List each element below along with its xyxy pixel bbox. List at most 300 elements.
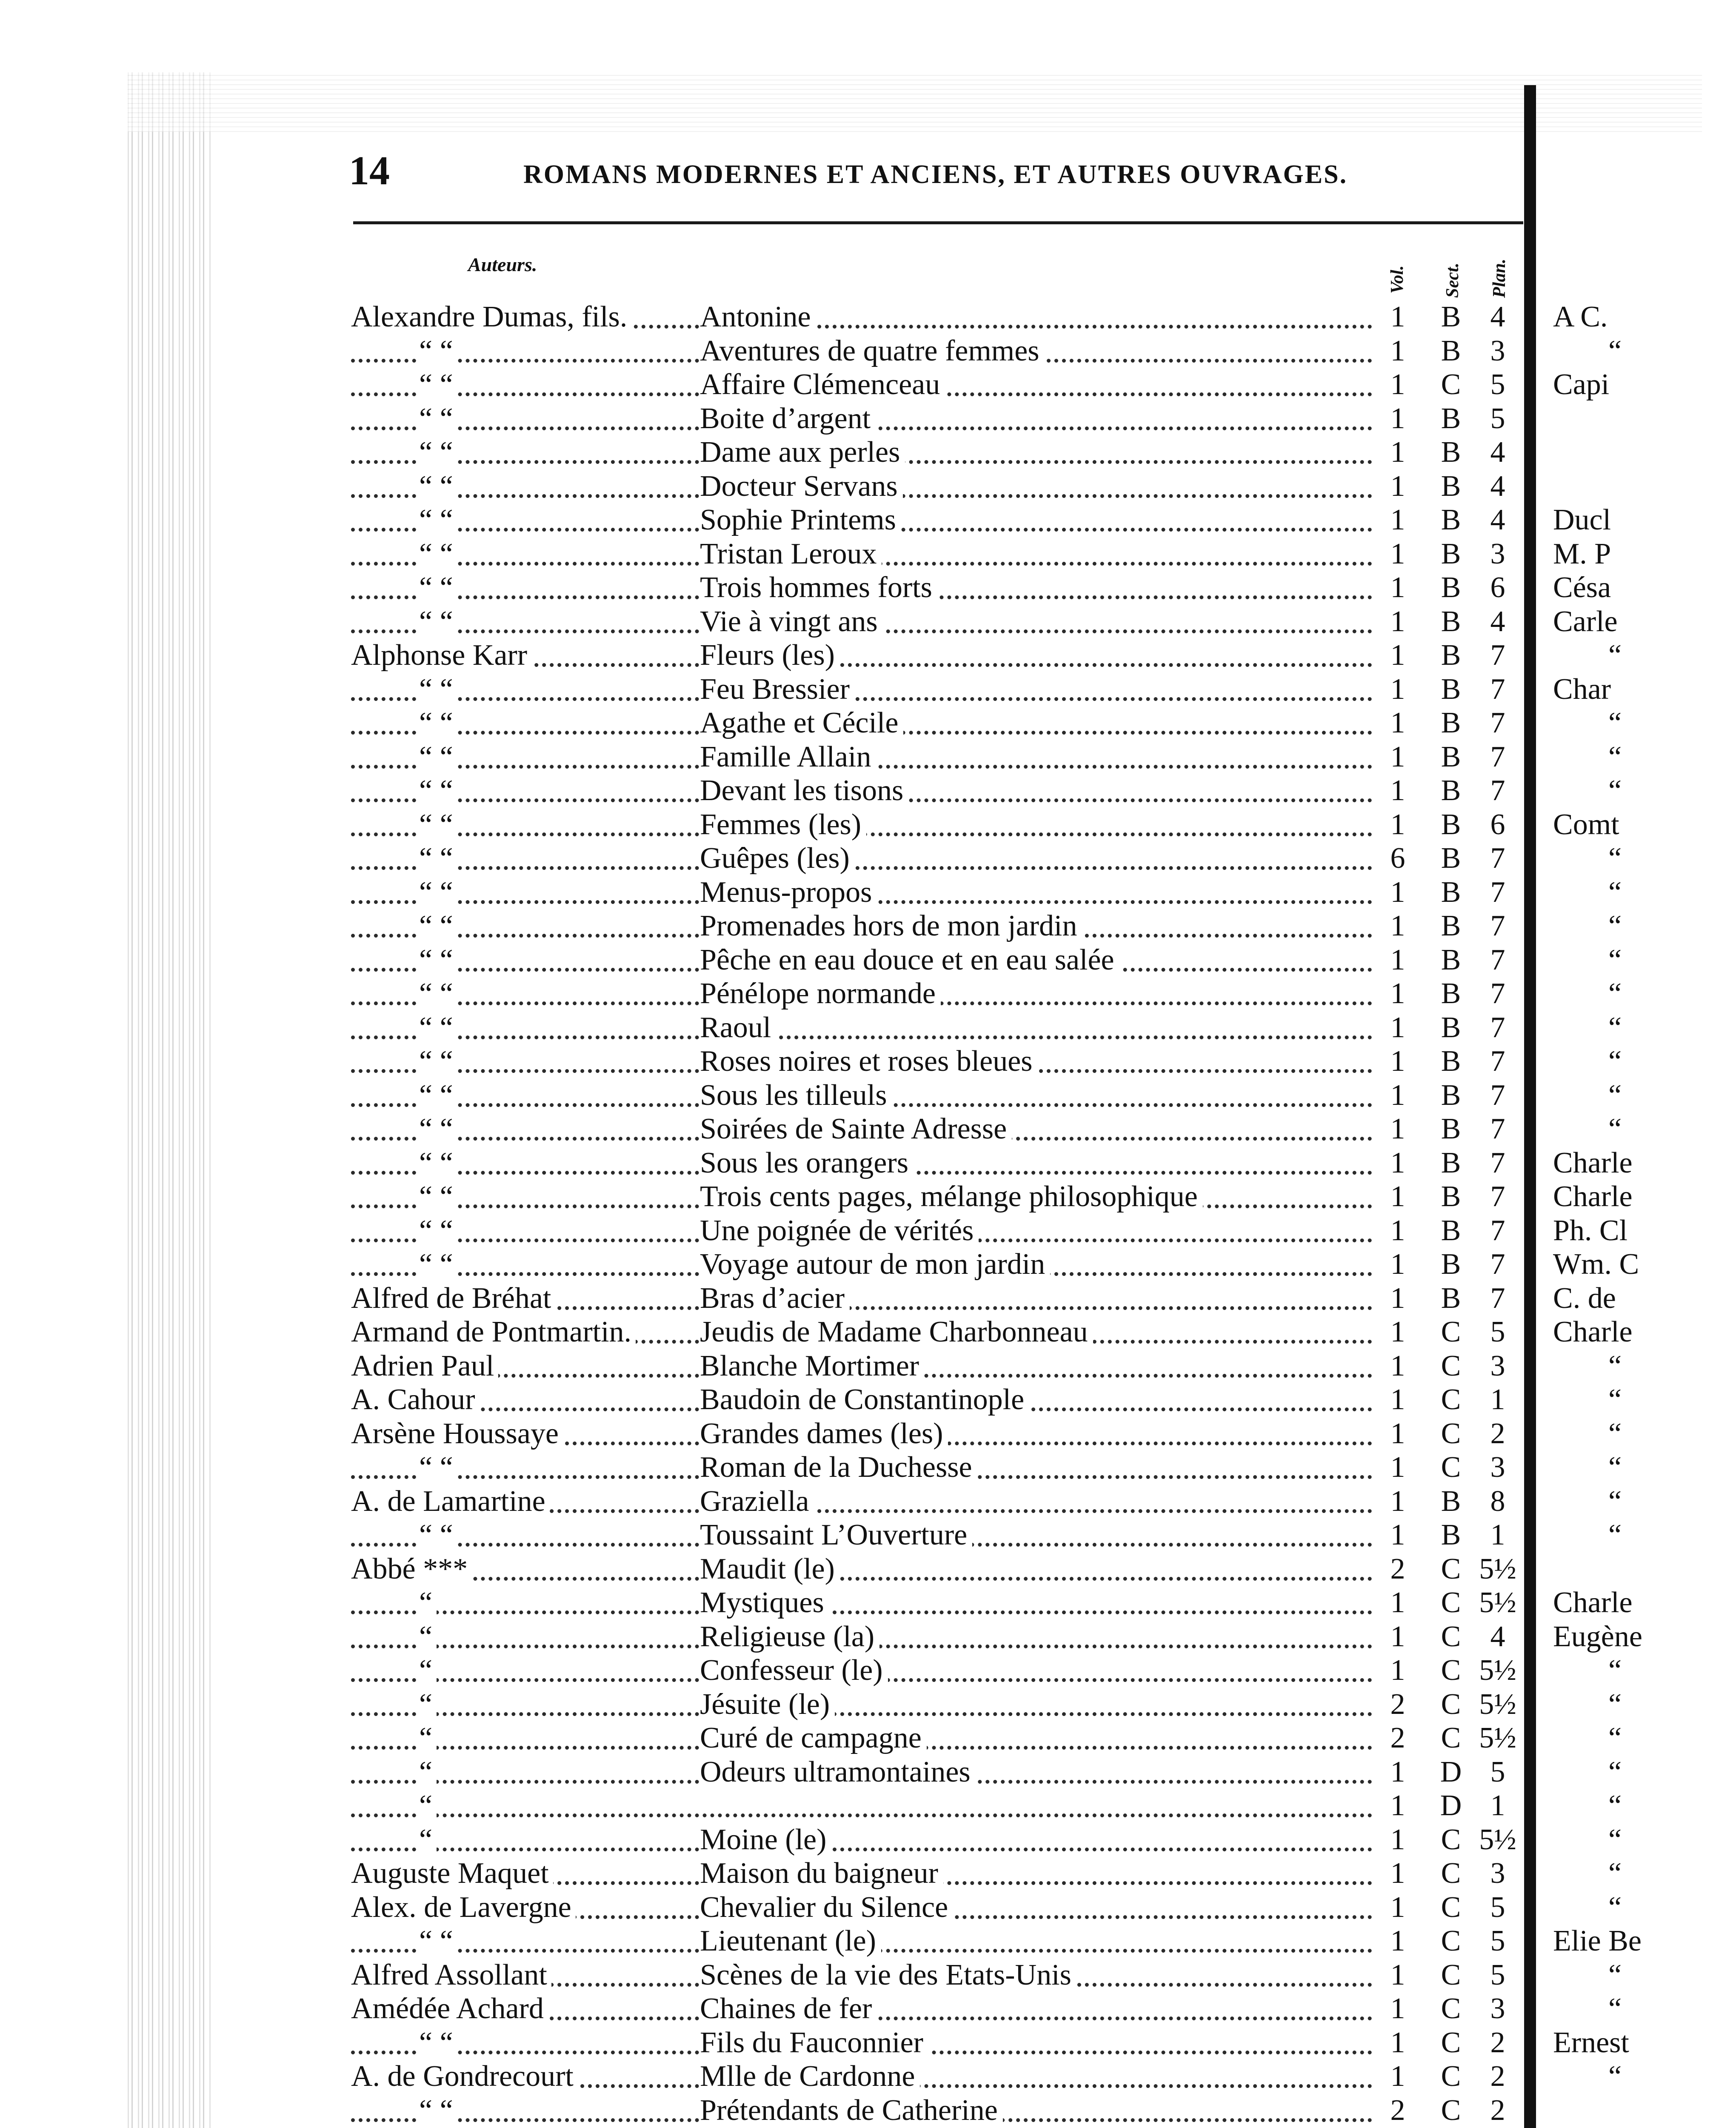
adjacent-page-entry bbox=[1553, 1823, 1736, 1857]
title-cell: Promenades hors de mon jardin bbox=[700, 909, 1082, 943]
title-cell: Jeudis de Madame Charbonneau bbox=[700, 1315, 1093, 1349]
title-cell: Chevalier du Silence bbox=[700, 1891, 953, 1925]
author-cell: “ “ bbox=[419, 943, 457, 977]
catalogue-row bbox=[351, 875, 1521, 910]
adjacent-page-entry bbox=[1553, 605, 1736, 639]
title-cell: Moine (le) bbox=[700, 1823, 831, 1857]
catalogue-row bbox=[351, 571, 1521, 605]
catalogue-row bbox=[351, 1450, 1521, 1484]
adjacent-page-text: “ bbox=[1608, 875, 1622, 909]
sect-cell: B bbox=[1441, 842, 1461, 875]
plan-cell: 3 bbox=[1490, 537, 1505, 570]
catalogue-row bbox=[351, 1958, 1521, 1992]
plan-cell: 3 bbox=[1490, 1451, 1505, 1484]
catalogue-row bbox=[351, 2094, 1521, 2128]
adjacent-page-text: Charle bbox=[1553, 1316, 1633, 1348]
vol-cell: 1 bbox=[1390, 571, 1405, 604]
title-cell: Confesseur (le) bbox=[700, 1653, 888, 1688]
vol-cell: 1 bbox=[1390, 1654, 1405, 1687]
adjacent-page-text: Ph. Cl bbox=[1553, 1214, 1628, 1247]
dot-leader bbox=[351, 1606, 1372, 1614]
dot-leader bbox=[351, 1843, 1372, 1851]
vol-cell: 1 bbox=[1390, 1011, 1405, 1044]
catalogue-row bbox=[351, 300, 1521, 334]
adjacent-page-text: “ bbox=[1608, 1755, 1622, 1788]
sect-cell: B bbox=[1441, 875, 1461, 909]
author-cell: Auguste Maquet bbox=[351, 1856, 553, 1891]
title-cell: Prétendants de Catherine bbox=[700, 2094, 1003, 2128]
plan-cell: 7 bbox=[1490, 977, 1505, 1010]
sect-cell: B bbox=[1441, 639, 1461, 672]
adjacent-page-text: “ bbox=[1608, 1519, 1622, 1551]
plan-cell: 7 bbox=[1490, 875, 1505, 909]
sect-cell: B bbox=[1441, 1180, 1461, 1213]
sect-cell: B bbox=[1441, 1146, 1461, 1179]
adjacent-page-entry bbox=[1553, 1856, 1736, 1891]
plan-cell: 4 bbox=[1490, 300, 1505, 333]
sect-cell: B bbox=[1441, 537, 1461, 570]
adjacent-page-entry bbox=[1553, 402, 1736, 436]
adjacent-page-text: “ bbox=[1608, 943, 1622, 976]
plan-cell: 2 bbox=[1490, 2094, 1505, 2127]
adjacent-page-entry bbox=[1553, 943, 1736, 977]
adjacent-page-entry bbox=[1553, 1214, 1736, 1248]
adjacent-page-text: Capi bbox=[1553, 368, 1610, 401]
author-cell: “ bbox=[419, 1721, 437, 1755]
catalogue-row bbox=[351, 1417, 1521, 1451]
author-cell: Alex. de Lavergne bbox=[351, 1891, 576, 1925]
vol-cell: 1 bbox=[1390, 503, 1405, 536]
sect-cell: C bbox=[1441, 1586, 1461, 1619]
catalogue-row bbox=[351, 706, 1521, 740]
catalogue-row bbox=[351, 1586, 1521, 1620]
author-cell: A. de Lamartine bbox=[351, 1484, 550, 1519]
catalogue-row bbox=[351, 1078, 1521, 1113]
title-cell: Blanche Mortimer bbox=[700, 1349, 924, 1383]
column-header-plan: Plan. bbox=[1490, 258, 1509, 298]
adjacent-page-entry bbox=[1553, 1450, 1736, 1484]
sect-cell: C bbox=[1441, 1417, 1461, 1450]
sect-cell: C bbox=[1441, 1688, 1461, 1721]
title-cell: Dame aux perles bbox=[700, 435, 905, 469]
catalogue-row bbox=[351, 1146, 1521, 1180]
author-cell: “ “ bbox=[419, 808, 457, 842]
plan-cell: 5½ bbox=[1479, 1722, 1516, 1754]
plan-cell: 7 bbox=[1490, 1146, 1505, 1179]
author-cell: “ bbox=[419, 1823, 437, 1857]
author-cell: “ “ bbox=[419, 2094, 457, 2128]
plan-cell: 3 bbox=[1490, 334, 1505, 367]
plan-cell: 7 bbox=[1490, 1281, 1505, 1315]
page-number: 14 bbox=[349, 148, 390, 193]
author-cell: Armand de Pontmartin. bbox=[351, 1315, 636, 1349]
catalogue-row bbox=[351, 638, 1521, 672]
adjacent-page-text: “ bbox=[1608, 1451, 1622, 1484]
catalogue-row bbox=[351, 1620, 1521, 1654]
catalogue-row bbox=[351, 1315, 1521, 1349]
sect-cell: C bbox=[1441, 2026, 1461, 2059]
title-cell: Chaines de fer bbox=[700, 1992, 877, 2026]
sect-cell: B bbox=[1441, 402, 1461, 435]
vol-cell: 1 bbox=[1390, 1248, 1405, 1281]
vol-cell: 1 bbox=[1390, 300, 1405, 333]
sect-cell: C bbox=[1441, 1857, 1461, 1890]
adjacent-page-entry bbox=[1553, 1484, 1736, 1519]
title-cell: Pêche en eau douce et en eau salée bbox=[700, 943, 1119, 977]
vol-cell: 1 bbox=[1390, 808, 1405, 841]
adjacent-page-text: “ bbox=[1608, 1011, 1622, 1044]
author-cell: “ “ bbox=[419, 1180, 457, 1214]
author-cell: “ “ bbox=[419, 469, 457, 503]
adjacent-page-entry bbox=[1553, 1112, 1736, 1146]
vol-cell: 1 bbox=[1390, 2026, 1405, 2059]
author-cell: “ “ bbox=[419, 740, 457, 774]
title-cell: Devant les tisons bbox=[700, 774, 908, 808]
plan-cell: 7 bbox=[1490, 1078, 1505, 1112]
catalogue-row bbox=[351, 740, 1521, 774]
adjacent-page-entry bbox=[1553, 469, 1736, 503]
catalogue-row bbox=[351, 1856, 1521, 1891]
plan-cell: 7 bbox=[1490, 943, 1505, 976]
author-cell: Arsène Houssaye bbox=[351, 1417, 563, 1451]
title-cell: Agathe et Cécile bbox=[700, 706, 903, 740]
adjacent-page-entry bbox=[1553, 1992, 1736, 2026]
plan-cell: 6 bbox=[1490, 571, 1505, 604]
author-cell: “ bbox=[419, 1755, 437, 1789]
sect-cell: B bbox=[1441, 1045, 1461, 1078]
plan-cell: 7 bbox=[1490, 1045, 1505, 1078]
plan-cell: 3 bbox=[1490, 1992, 1505, 2025]
author-cell: Abbé *** bbox=[351, 1552, 472, 1586]
sect-cell: C bbox=[1441, 2094, 1461, 2127]
sect-cell: C bbox=[1441, 1891, 1461, 1924]
adjacent-page-entry bbox=[1553, 706, 1736, 740]
plan-cell: 5 bbox=[1490, 1316, 1505, 1348]
adjacent-page-entry bbox=[1553, 1078, 1736, 1113]
vol-cell: 1 bbox=[1390, 469, 1405, 503]
title-cell: Lieutenant (le) bbox=[700, 1924, 881, 1958]
plan-cell: 5½ bbox=[1479, 1688, 1516, 1721]
adjacent-page-text: Ernest bbox=[1553, 2026, 1629, 2059]
title-cell: Sophie Printems bbox=[700, 503, 901, 537]
title-cell: Maudit (le) bbox=[700, 1552, 840, 1586]
author-cell: “ “ bbox=[419, 706, 457, 740]
adjacent-page-text: “ bbox=[1608, 1113, 1622, 1145]
title-cell: Voyage autour de mon jardin bbox=[700, 1247, 1050, 1281]
catalogue-row bbox=[351, 1011, 1521, 1045]
plan-cell: 2 bbox=[1490, 2026, 1505, 2059]
adjacent-page-text: “ bbox=[1608, 1078, 1622, 1112]
adjacent-page-text: “ bbox=[1608, 1654, 1622, 1687]
sect-cell: C bbox=[1441, 1316, 1461, 1348]
vol-cell: 2 bbox=[1390, 1552, 1405, 1585]
author-cell: “ “ bbox=[419, 1924, 457, 1958]
title-cell: Bras d’acier bbox=[700, 1281, 850, 1316]
title-cell: Religieuse (la) bbox=[700, 1620, 879, 1654]
adjacent-page-text: “ bbox=[1608, 1857, 1622, 1890]
catalogue-row bbox=[351, 1518, 1521, 1552]
vol-cell: 1 bbox=[1390, 1823, 1405, 1856]
adjacent-page-entry bbox=[1553, 1891, 1736, 1925]
catalogue-row bbox=[351, 2059, 1521, 2094]
dot-leader bbox=[351, 1809, 1372, 1817]
vol-cell: 1 bbox=[1390, 875, 1405, 909]
title-cell: Feu Bressier bbox=[700, 672, 855, 706]
vol-cell: 1 bbox=[1390, 910, 1405, 942]
sect-cell: B bbox=[1441, 436, 1461, 469]
adjacent-page-text: Char bbox=[1553, 672, 1611, 706]
adjacent-page-entry bbox=[1553, 1924, 1736, 1958]
adjacent-page-text: Carle bbox=[1553, 605, 1618, 638]
vol-cell: 1 bbox=[1390, 537, 1405, 570]
catalogue-row bbox=[351, 909, 1521, 943]
author-cell: “ “ bbox=[419, 2026, 457, 2060]
plan-cell: 4 bbox=[1490, 469, 1505, 503]
catalogue-row bbox=[351, 1383, 1521, 1417]
plan-cell: 6 bbox=[1490, 808, 1505, 841]
adjacent-page-text: A C. bbox=[1553, 300, 1608, 333]
adjacent-page-text: Wm. C bbox=[1553, 1248, 1639, 1281]
adjacent-page-text: “ bbox=[1608, 1789, 1622, 1822]
adjacent-page-text: “ bbox=[1608, 910, 1622, 942]
sect-cell: C bbox=[1441, 1451, 1461, 1484]
title-cell: Trois hommes forts bbox=[700, 571, 937, 605]
vol-cell: 1 bbox=[1390, 943, 1405, 976]
catalogue-row bbox=[351, 537, 1521, 571]
vol-cell: 1 bbox=[1390, 1891, 1405, 1924]
plan-cell: 5 bbox=[1490, 1755, 1505, 1788]
catalogue-row bbox=[351, 1349, 1521, 1383]
plan-cell: 7 bbox=[1490, 910, 1505, 942]
column-header-authors: Auteurs. bbox=[468, 254, 537, 275]
vol-cell: 1 bbox=[1390, 1789, 1405, 1822]
adjacent-page-entry bbox=[1553, 638, 1736, 672]
vol-cell: 1 bbox=[1390, 1925, 1405, 1957]
catalogue-row bbox=[351, 334, 1521, 368]
author-cell: “ bbox=[419, 1688, 437, 1722]
vol-cell: 1 bbox=[1390, 1383, 1405, 1416]
adjacent-page-text: Charle bbox=[1553, 1180, 1633, 1213]
title-cell: Roses noires et roses bleues bbox=[700, 1044, 1038, 1078]
plan-cell: 2 bbox=[1490, 1417, 1505, 1450]
sect-cell: B bbox=[1441, 706, 1461, 739]
author-cell: “ “ bbox=[419, 1518, 457, 1552]
catalogue-row bbox=[351, 469, 1521, 503]
sect-cell: B bbox=[1441, 1484, 1461, 1518]
author-cell: Alexandre Dumas, fils. bbox=[351, 300, 631, 334]
vol-cell: 1 bbox=[1390, 1519, 1405, 1551]
catalogue-row bbox=[351, 2026, 1521, 2060]
adjacent-page-entry bbox=[1553, 1688, 1736, 1722]
plan-cell: 3 bbox=[1490, 1857, 1505, 1890]
title-cell: Toussaint L’Ouverture bbox=[700, 1518, 972, 1552]
plan-cell: 4 bbox=[1490, 436, 1505, 469]
author-cell: “ “ bbox=[419, 977, 457, 1011]
author-cell: Alphonse Karr bbox=[351, 638, 531, 672]
catalogue-row bbox=[351, 808, 1521, 842]
vol-cell: 1 bbox=[1390, 1180, 1405, 1213]
adjacent-page-entry bbox=[1553, 977, 1736, 1011]
vol-cell: 1 bbox=[1390, 1857, 1405, 1890]
title-cell: Menus-propos bbox=[700, 875, 877, 910]
adjacent-page-entry bbox=[1553, 1315, 1736, 1349]
catalogue-row bbox=[351, 1924, 1521, 1958]
gutter-bar bbox=[1524, 85, 1536, 2128]
author-cell: “ “ bbox=[419, 909, 457, 943]
vol-cell: 1 bbox=[1390, 1484, 1405, 1518]
title-cell: Curé de campagne bbox=[700, 1721, 927, 1755]
plan-cell: 5 bbox=[1490, 368, 1505, 401]
plan-cell: 5½ bbox=[1479, 1823, 1516, 1856]
plan-cell: 5 bbox=[1490, 1891, 1505, 1924]
vol-cell: 2 bbox=[1390, 2094, 1405, 2127]
catalogue-row bbox=[351, 1688, 1521, 1722]
title-cell: Guêpes (les) bbox=[700, 841, 855, 875]
adjacent-page-text: “ bbox=[1608, 1349, 1622, 1382]
catalogue-row bbox=[351, 1484, 1521, 1519]
sect-cell: B bbox=[1441, 1011, 1461, 1044]
title-cell: Aventures de quatre femmes bbox=[700, 334, 1045, 368]
sect-cell: B bbox=[1441, 300, 1461, 333]
title-cell: Fils du Fauconnier bbox=[700, 2026, 928, 2060]
title-cell: Docteur Servans bbox=[700, 469, 903, 503]
title-cell: Femmes (les) bbox=[700, 808, 866, 842]
sect-cell: B bbox=[1441, 808, 1461, 841]
adjacent-page-entry bbox=[1553, 368, 1736, 402]
plan-cell: 7 bbox=[1490, 672, 1505, 706]
title-cell: Sous les tilleuls bbox=[700, 1078, 892, 1113]
adjacent-page-entry bbox=[1553, 300, 1736, 334]
sect-cell: C bbox=[1441, 1722, 1461, 1754]
adjacent-page-text: Comt bbox=[1553, 808, 1619, 841]
sect-cell: C bbox=[1441, 1925, 1461, 1957]
catalogue-row bbox=[351, 1755, 1521, 1789]
adjacent-page-text: “ bbox=[1608, 1891, 1622, 1924]
catalogue-row bbox=[351, 1891, 1521, 1925]
plan-cell: 7 bbox=[1490, 1011, 1505, 1044]
sect-cell: B bbox=[1441, 672, 1461, 706]
vol-cell: 1 bbox=[1390, 706, 1405, 739]
catalogue-row bbox=[351, 1247, 1521, 1281]
plan-cell: 7 bbox=[1490, 740, 1505, 773]
plan-cell: 7 bbox=[1490, 1214, 1505, 1247]
vol-cell: 1 bbox=[1390, 1316, 1405, 1348]
dot-leader bbox=[351, 1573, 1372, 1581]
vol-cell: 6 bbox=[1390, 842, 1405, 875]
adjacent-page-text: “ bbox=[1608, 1417, 1622, 1450]
author-cell: “ “ bbox=[419, 571, 457, 605]
author-cell: Amédée Achard bbox=[351, 1992, 548, 2026]
vol-cell: 1 bbox=[1390, 334, 1405, 367]
sect-cell: C bbox=[1441, 368, 1461, 401]
title-cell: Fleurs (les) bbox=[700, 638, 840, 672]
author-cell: A. Cahour bbox=[351, 1383, 480, 1417]
vol-cell: 2 bbox=[1390, 1688, 1405, 1721]
vol-cell: 1 bbox=[1390, 2060, 1405, 2093]
dot-leader bbox=[351, 1031, 1372, 1039]
sect-cell: B bbox=[1441, 605, 1461, 638]
title-cell: Grandes dames (les) bbox=[700, 1417, 948, 1451]
adjacent-page-entry bbox=[1553, 1011, 1736, 1045]
title-cell: Affaire Clémenceau bbox=[700, 368, 945, 402]
title-cell: Maison du baigneur bbox=[700, 1856, 943, 1891]
catalogue-row bbox=[351, 605, 1521, 639]
adjacent-page-text: “ bbox=[1608, 1484, 1622, 1518]
plan-cell: 5½ bbox=[1479, 1654, 1516, 1687]
catalogue-row bbox=[351, 1180, 1521, 1214]
title-cell: Famille Allain bbox=[700, 740, 876, 774]
author-cell: Adrien Paul bbox=[351, 1349, 498, 1383]
scan-noise-top bbox=[128, 72, 1702, 132]
dot-leader bbox=[351, 862, 1372, 870]
vol-cell: 1 bbox=[1390, 402, 1405, 435]
author-cell: Alfred de Bréhat bbox=[351, 1281, 555, 1316]
adjacent-page-text: “ bbox=[1608, 740, 1622, 773]
author-cell: “ bbox=[419, 1586, 437, 1620]
catalogue-row bbox=[351, 672, 1521, 706]
title-cell: Mystiques bbox=[700, 1586, 829, 1620]
adjacent-page-text: “ bbox=[1608, 774, 1622, 807]
adjacent-page-text: “ bbox=[1608, 1992, 1622, 2025]
author-cell: “ “ bbox=[419, 1247, 457, 1281]
adjacent-page-text: Charle bbox=[1553, 1586, 1633, 1619]
title-cell: Raoul bbox=[700, 1011, 776, 1045]
plan-cell: 7 bbox=[1490, 774, 1505, 807]
adjacent-page-entry bbox=[1553, 1044, 1736, 1078]
adjacent-page-text: Eugène bbox=[1553, 1620, 1642, 1653]
catalogue-row bbox=[351, 402, 1521, 436]
sect-cell: B bbox=[1441, 740, 1461, 773]
title-cell: Sous les orangers bbox=[700, 1146, 914, 1180]
author-cell: “ “ bbox=[419, 841, 457, 875]
sect-cell: D bbox=[1440, 1755, 1462, 1788]
vol-cell: 1 bbox=[1390, 1958, 1405, 1991]
title-cell: Une poignée de vérités bbox=[700, 1214, 979, 1248]
author-cell: “ “ bbox=[419, 1112, 457, 1146]
adjacent-page-text: “ bbox=[1608, 842, 1622, 875]
plan-cell: 4 bbox=[1490, 503, 1505, 536]
adjacent-page-entry bbox=[1553, 808, 1736, 842]
plan-cell: 3 bbox=[1490, 1349, 1505, 1382]
author-cell: “ “ bbox=[419, 672, 457, 706]
adjacent-page-text: “ bbox=[1608, 334, 1622, 367]
column-header-sect: Sect. bbox=[1443, 263, 1462, 298]
plan-cell: 7 bbox=[1490, 1113, 1505, 1145]
vol-cell: 1 bbox=[1390, 740, 1405, 773]
author-cell: “ “ bbox=[419, 1146, 457, 1180]
adjacent-page-entry bbox=[1553, 1586, 1736, 1620]
adjacent-page-text: “ bbox=[1608, 706, 1622, 739]
catalogue-row bbox=[351, 1653, 1521, 1688]
sect-cell: C bbox=[1441, 1620, 1461, 1653]
adjacent-page-entry bbox=[1553, 1552, 1736, 1586]
vol-cell: 1 bbox=[1390, 605, 1405, 638]
vol-cell: 1 bbox=[1390, 1349, 1405, 1382]
plan-cell: 7 bbox=[1490, 842, 1505, 875]
catalogue-row bbox=[351, 1992, 1521, 2026]
plan-cell: 7 bbox=[1490, 1248, 1505, 1281]
sect-cell: B bbox=[1441, 910, 1461, 942]
plan-cell: 5 bbox=[1490, 1958, 1505, 1991]
adjacent-page-entry bbox=[1553, 1721, 1736, 1755]
adjacent-page-text: Ducl bbox=[1553, 503, 1611, 536]
adjacent-page-text: “ bbox=[1608, 639, 1622, 672]
sect-cell: B bbox=[1441, 1281, 1461, 1315]
dot-leader bbox=[351, 693, 1372, 701]
sect-cell: C bbox=[1441, 1349, 1461, 1382]
catalogue-table bbox=[351, 300, 1521, 2127]
title-cell: Graziella bbox=[700, 1484, 814, 1519]
